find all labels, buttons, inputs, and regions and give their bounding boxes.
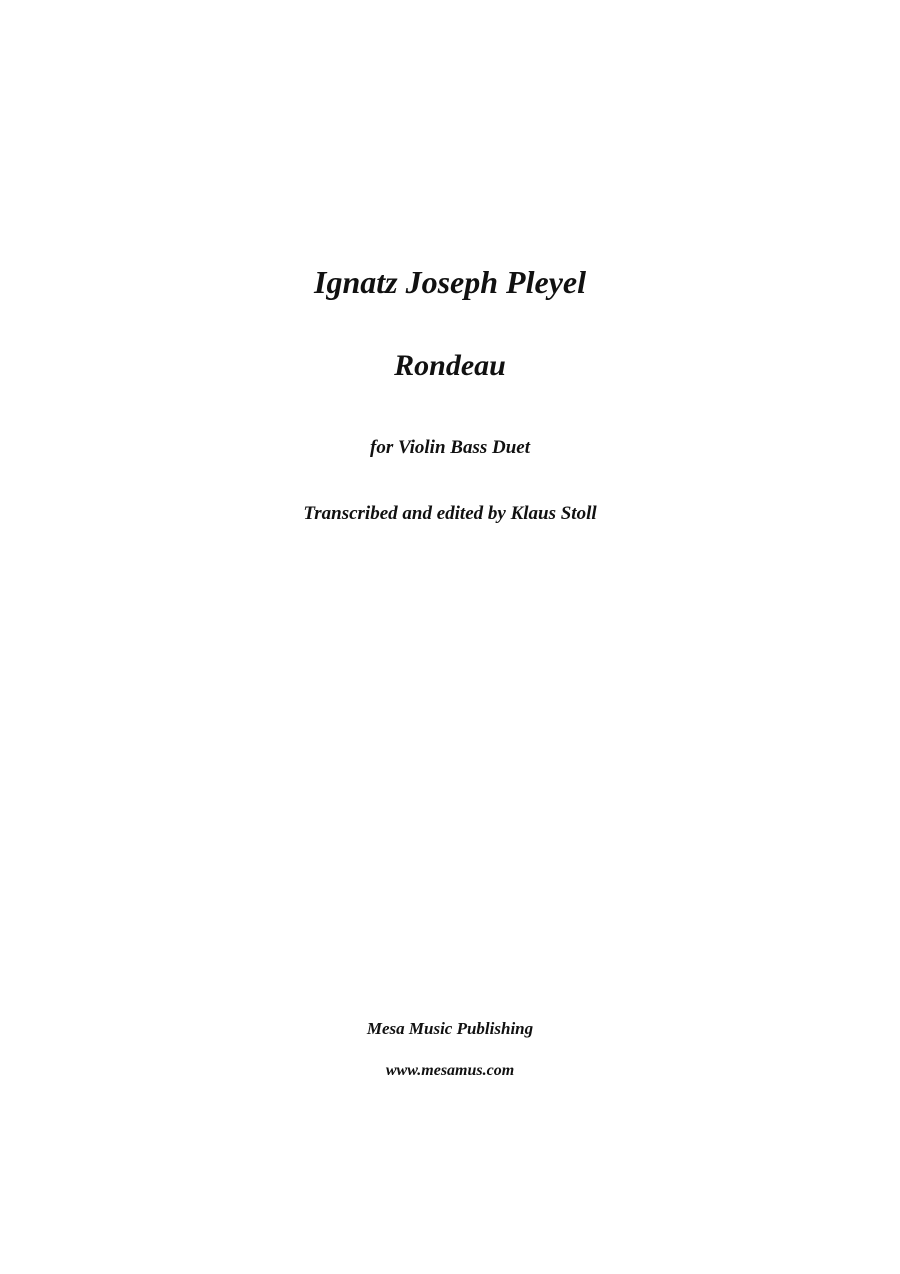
editor-credit: Transcribed and edited by Klaus Stoll [303,503,597,524]
publisher-website: www.mesamus.com [385,1062,515,1079]
instrumentation: for Violin Bass Duet [370,437,530,458]
composer-name: Ignatz Joseph Pleyel [314,264,586,300]
publisher-name: Mesa Music Publishing [366,1019,534,1038]
piece-title: Rondeau [394,349,506,382]
